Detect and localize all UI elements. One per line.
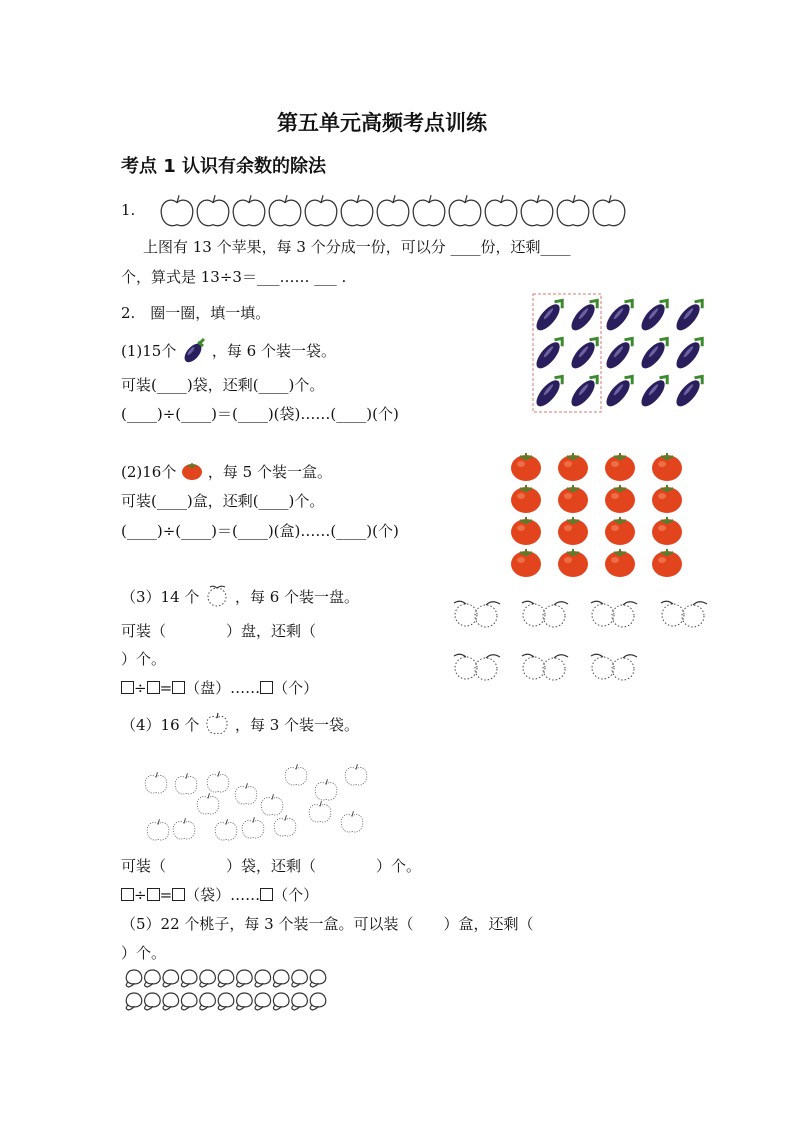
peach-icon [181,970,197,987]
p3-count: （3）14 个 [121,588,200,606]
p5-line1: （5）22 个桃子，每 3 个装一盒。可以装（ ）盒，还剩（ [121,915,534,933]
peach-icon [237,993,253,1010]
p1-line2: 可装(____)袋，还剩(____)个。 [121,376,325,394]
p2-line3: (____)÷(____)＝(____)(盒)……(____)(个) [121,522,399,540]
q1-number: 1. [121,201,136,219]
q1-line1: 上图有 13 个苹果，每 3 个分成一份，可以分 ____份，还剩____ [143,238,571,256]
peach-icon [255,970,271,987]
peach-icon [163,993,179,1010]
p5-line2: ）个。 [121,944,167,962]
peach-icon [218,993,234,1010]
peach-icon [145,993,161,1010]
peach-icon [273,993,289,1010]
peach-icon [200,993,216,1010]
p4-line2: 可装（ ）袋，还剩（ ）个。 [121,857,422,875]
p2-count: (2)16个 [121,463,177,481]
p3-line3: ）个。 [121,650,167,668]
p4-equation: ÷ = （袋）…… （个） [121,884,318,905]
peach-icon [273,970,289,987]
peach-icon [126,993,142,1010]
p3-equation: ÷ = （盘）…… （个） [121,677,318,698]
peach-icon [310,970,326,987]
p3-line2: 可装（ ）盘，还剩（ [121,622,317,640]
p3-rule: ，每 6 个装一盘。 [234,588,360,606]
p4-rule: ，每 3 个装一袋。 [234,716,360,734]
peach-icon [126,970,142,987]
peach-icon [181,993,197,1010]
p4-count: （4）16 个 [121,716,200,734]
peach-icon [237,970,253,987]
q2-heading: 2. 圈一圈，填一填。 [121,304,271,322]
page-title: 第五单元高频考点训练 [277,111,487,135]
peach-icon [145,970,161,987]
p2-line2: 可装(____)盒，还剩(____)个。 [121,492,325,510]
peach-icon [292,970,308,987]
peach-icon [163,970,179,987]
peach-icon [218,970,234,987]
p1-rule: ，每 6 个装一袋。 [211,342,336,360]
p1-count: (1)15个 [121,342,177,360]
q1-line2: 个，算式是 13÷3＝___…… ___ . [121,268,347,286]
peach-icon [200,970,216,987]
section-heading: 考点 1 认识有余数的除法 [121,156,327,177]
peach-icon [310,993,326,1010]
peach-icon [292,993,308,1010]
p2-rule: ，每 5 个装一盒。 [207,463,332,481]
peach-icon [255,993,271,1010]
p1-line3: (____)÷(____)＝(____)(袋)……(____)(个) [121,405,399,423]
